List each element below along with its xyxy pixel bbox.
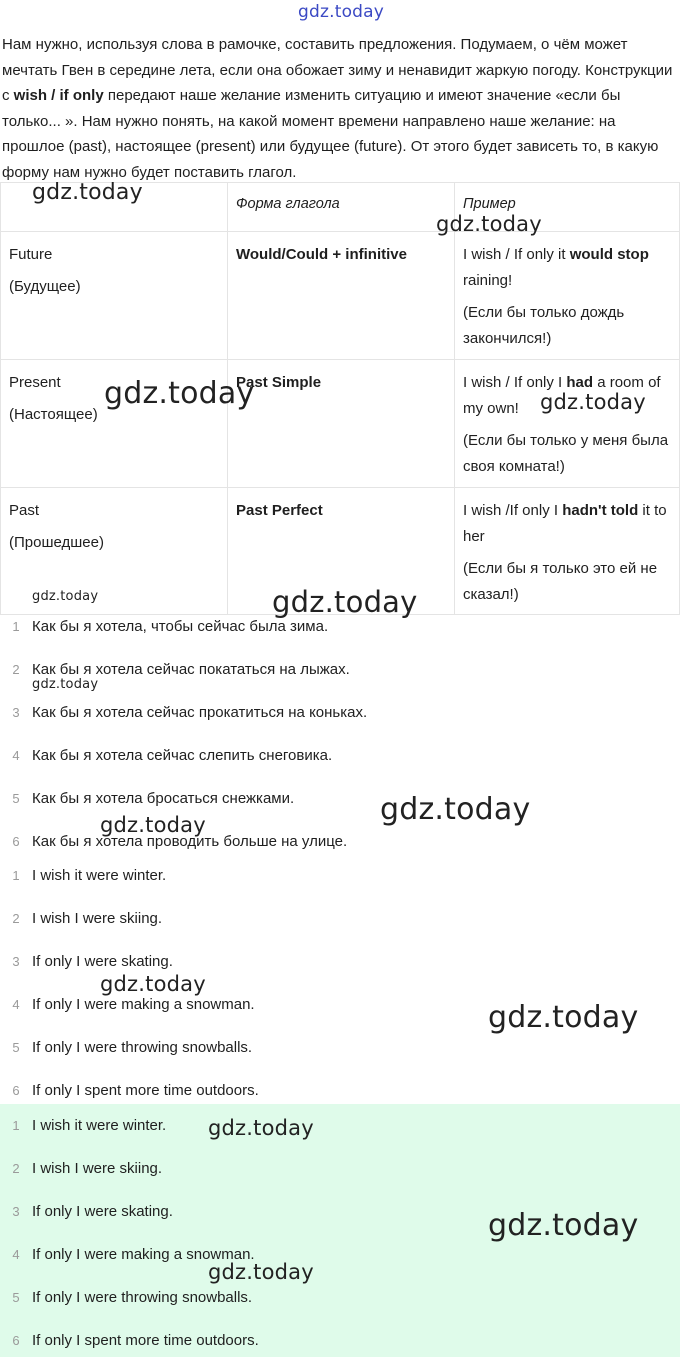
item-number: 3: [12, 1204, 20, 1219]
table-header-example: Пример: [455, 183, 680, 232]
watermark: gdz.today: [32, 180, 143, 205]
example-cell: [455, 488, 680, 615]
item-number: 2: [12, 662, 20, 677]
form-cell: [228, 360, 455, 488]
watermark: gdz.today: [32, 589, 99, 604]
item-text: Как бы я хотела, чтобы сейчас была зима.: [32, 618, 329, 635]
example-cell: [455, 232, 680, 360]
item-number: 6: [12, 834, 20, 849]
item-text: Как бы я хотела сейчас покататься на лыжах.: [32, 661, 350, 678]
example-sentence: [463, 498, 671, 550]
item-number: 3: [12, 954, 20, 969]
item-text: I wish I were skiing.: [32, 1160, 163, 1177]
watermark: gdz.today: [104, 376, 255, 411]
watermark: gdz.today: [298, 2, 385, 22]
item-number: 1: [12, 868, 20, 883]
item-number: 5: [12, 1290, 20, 1305]
item-text: If only I were throwing snowballs.: [32, 1289, 253, 1306]
item-number: 1: [12, 619, 20, 634]
example-translation: (Если бы я только это ей не сказал!): [463, 560, 658, 603]
item-text: Как бы я хотела сейчас прокатиться на коньках.: [32, 704, 368, 721]
example-post: it to her: [463, 502, 667, 545]
item-text: Как бы я хотела проводить больше на улице.: [32, 833, 348, 850]
item-text: If only I were skating.: [32, 953, 173, 970]
watermark: gdz.today: [208, 1116, 314, 1140]
time-cell: [1, 232, 228, 360]
watermark: gdz.today: [380, 792, 531, 827]
intro-text: Нам нужно, используя слова в рамочке, составить предложения. Подумаем, о чём может мечтать Гвен в середине лета, если она обожает зиму и ненавидит жаркую погоду. Конструкции с: [2, 36, 673, 104]
list-item: [0, 734, 680, 777]
item-number: 4: [12, 1247, 20, 1262]
example-pre: I wish / If only it: [463, 246, 570, 263]
item-number: 3: [12, 705, 20, 720]
watermark: gdz.today: [100, 972, 206, 996]
item-text: I wish I were skiing.: [32, 910, 163, 927]
item-number: 5: [12, 791, 20, 806]
list-item: [0, 648, 680, 691]
example-post: a room of my own!: [463, 374, 661, 417]
list-item: [0, 897, 680, 940]
table-header-form: Форма глагола: [228, 183, 455, 232]
list-item: [0, 854, 680, 897]
form-text: Past Simple: [236, 374, 322, 391]
item-number: 4: [12, 997, 20, 1012]
answer-item: [0, 1276, 680, 1319]
example-sentence: [463, 242, 671, 294]
item-text: I wish it were winter.: [32, 867, 167, 884]
watermark: gdz.today: [208, 1260, 314, 1284]
watermark: gdz.today: [32, 677, 99, 692]
answer-item: [0, 1104, 680, 1147]
form-cell: [228, 232, 455, 360]
watermark: gdz.today: [488, 1208, 639, 1243]
item-number: 4: [12, 748, 20, 763]
time-label-ru: (Будущее): [9, 278, 81, 295]
intro-paragraph: [2, 32, 678, 185]
time-label-ru: (Настоящее): [9, 406, 98, 423]
item-text: I wish it were winter.: [32, 1117, 167, 1134]
item-text: Как бы я хотела сейчас слепить снеговика.: [32, 747, 333, 764]
time-label: Present: [9, 374, 61, 391]
item-text: Как бы я хотела бросаться снежками.: [32, 790, 295, 807]
item-number: 6: [12, 1083, 20, 1098]
example-bold: would stop: [569, 246, 649, 263]
time-label: Future: [9, 246, 53, 263]
watermark: gdz.today: [272, 585, 418, 619]
item-text: If only I were making a snowman.: [32, 1246, 255, 1263]
watermark: gdz.today: [100, 813, 206, 837]
example-bold: hadn't told: [562, 502, 639, 519]
example-pre: I wish /If only I: [463, 502, 563, 519]
form-text: Past Perfect: [236, 502, 323, 519]
item-number: 2: [12, 911, 20, 926]
list-item: [0, 691, 680, 734]
answer-item: [0, 1147, 680, 1190]
watermark: gdz.today: [488, 1000, 639, 1035]
time-label: Past: [9, 502, 40, 519]
item-text: If only I were skating.: [32, 1203, 173, 1220]
item-text: If only I were making a snowman.: [32, 996, 255, 1013]
example-cell: [455, 360, 680, 488]
example-pre: I wish / If only I: [463, 374, 567, 391]
intro-text-continued: передают наше желание изменить ситуацию и имеют значение «если бы только... ». Нам нужно понять, на какой момент времени направлено наше желание: на прошлое (past), настоящее (present) или будущее (future). От этого будет зависеть то, в какую форму нам нужно будет поставить глагол.: [2, 87, 659, 181]
example-post: raining!: [463, 272, 513, 289]
example-translation: (Если бы только дождь закончился!): [463, 304, 625, 347]
table-row: [1, 360, 680, 488]
watermark: gdz.today: [540, 390, 646, 414]
item-text: If only I spent more time outdoors.: [32, 1332, 259, 1349]
item-text: If only I spent more time outdoors.: [32, 1082, 259, 1099]
item-number: 5: [12, 1040, 20, 1055]
table-row: [1, 232, 680, 360]
item-number: 6: [12, 1333, 20, 1348]
item-number: 1: [12, 1118, 20, 1133]
time-label-ru: (Прошедшее): [9, 534, 104, 551]
answer-item: [0, 1319, 680, 1362]
watermark: gdz.today: [436, 212, 542, 236]
item-number: 2: [12, 1161, 20, 1176]
example-translation: (Если бы только у меня была своя комната!): [463, 432, 669, 475]
item-text: If only I were throwing snowballs.: [32, 1039, 253, 1056]
example-bold: had: [566, 374, 594, 391]
form-text: Would/Could + infinitive: [236, 246, 407, 263]
intro-bold: wish / if only: [13, 87, 104, 104]
